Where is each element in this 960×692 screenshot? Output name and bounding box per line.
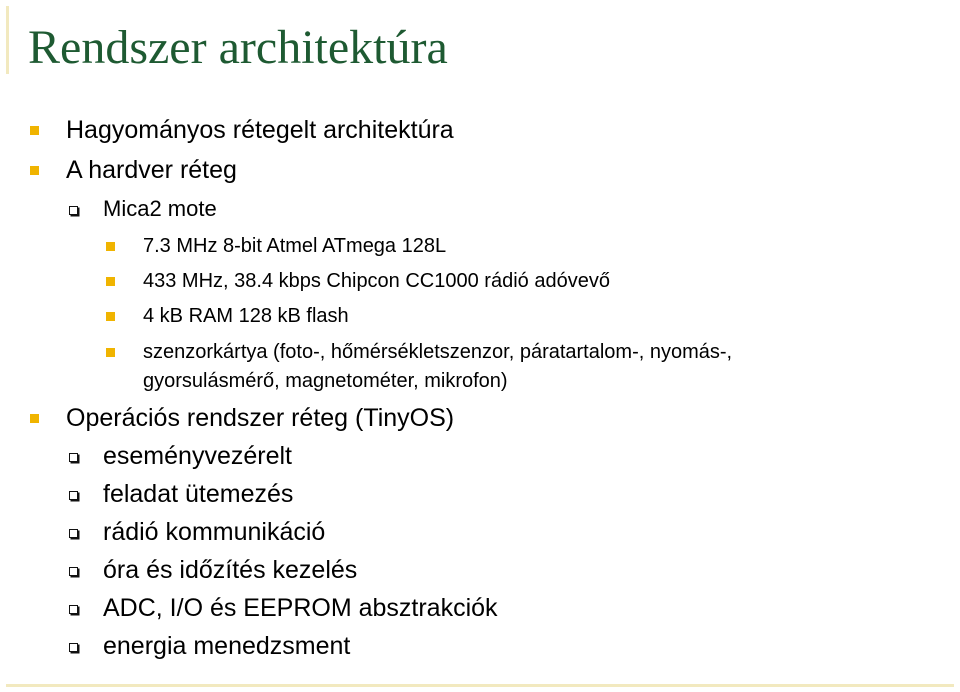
checkbox-bullet-icon xyxy=(69,453,78,462)
bullet-text: energia menedzsment xyxy=(103,632,351,660)
bullet-text: Operációs rendszer réteg (TinyOS) xyxy=(66,404,455,432)
square-bullet-icon xyxy=(106,348,115,357)
bullet-text: 7.3 MHz 8-bit Atmel ATmega 128L xyxy=(143,235,447,257)
bullet-text: rádió kommunikáció xyxy=(103,518,326,546)
slide-frame-bottom xyxy=(6,684,954,687)
square-bullet-icon xyxy=(106,312,115,321)
checkbox-bullet-icon xyxy=(69,567,78,576)
bullet-text: gyorsulásmérő, magnetométer, mikrofon) xyxy=(143,370,508,392)
square-bullet-icon xyxy=(106,277,115,286)
bullet-text: feladat ütemezés xyxy=(103,480,294,508)
bullet-text: Mica2 mote xyxy=(103,196,217,221)
bullet-text: ADC, I/O és EEPROM absztrakciók xyxy=(103,594,498,622)
bullet-text: 433 MHz, 38.4 kbps Chipcon CC1000 rádió adóvevő xyxy=(143,270,610,292)
checkbox-bullet-icon xyxy=(69,491,78,500)
checkbox-bullet-icon xyxy=(69,643,78,652)
bullet-text: 4 kB RAM 128 kB flash xyxy=(143,305,349,327)
bullet-text: óra és időzítés kezelés xyxy=(103,556,358,584)
slide-title: Rendszer architektúra xyxy=(28,21,448,74)
square-bullet-icon xyxy=(106,242,115,251)
bullet-text: Hagyományos rétegelt architektúra xyxy=(66,116,454,144)
checkbox-bullet-icon xyxy=(69,605,78,614)
square-bullet-icon xyxy=(30,166,39,175)
square-bullet-icon xyxy=(30,126,39,135)
checkbox-bullet-icon xyxy=(69,206,78,215)
checkbox-bullet-icon xyxy=(69,529,78,538)
square-bullet-icon xyxy=(30,414,39,423)
slide-frame-left xyxy=(6,6,9,74)
bullet-text: A hardver réteg xyxy=(66,156,237,184)
bullet-text: szenzorkártya (foto-, hőmérsékletszenzor, páratartalom-, nyomás-, xyxy=(143,341,733,363)
bullet-text: eseményvezérelt xyxy=(103,442,292,470)
